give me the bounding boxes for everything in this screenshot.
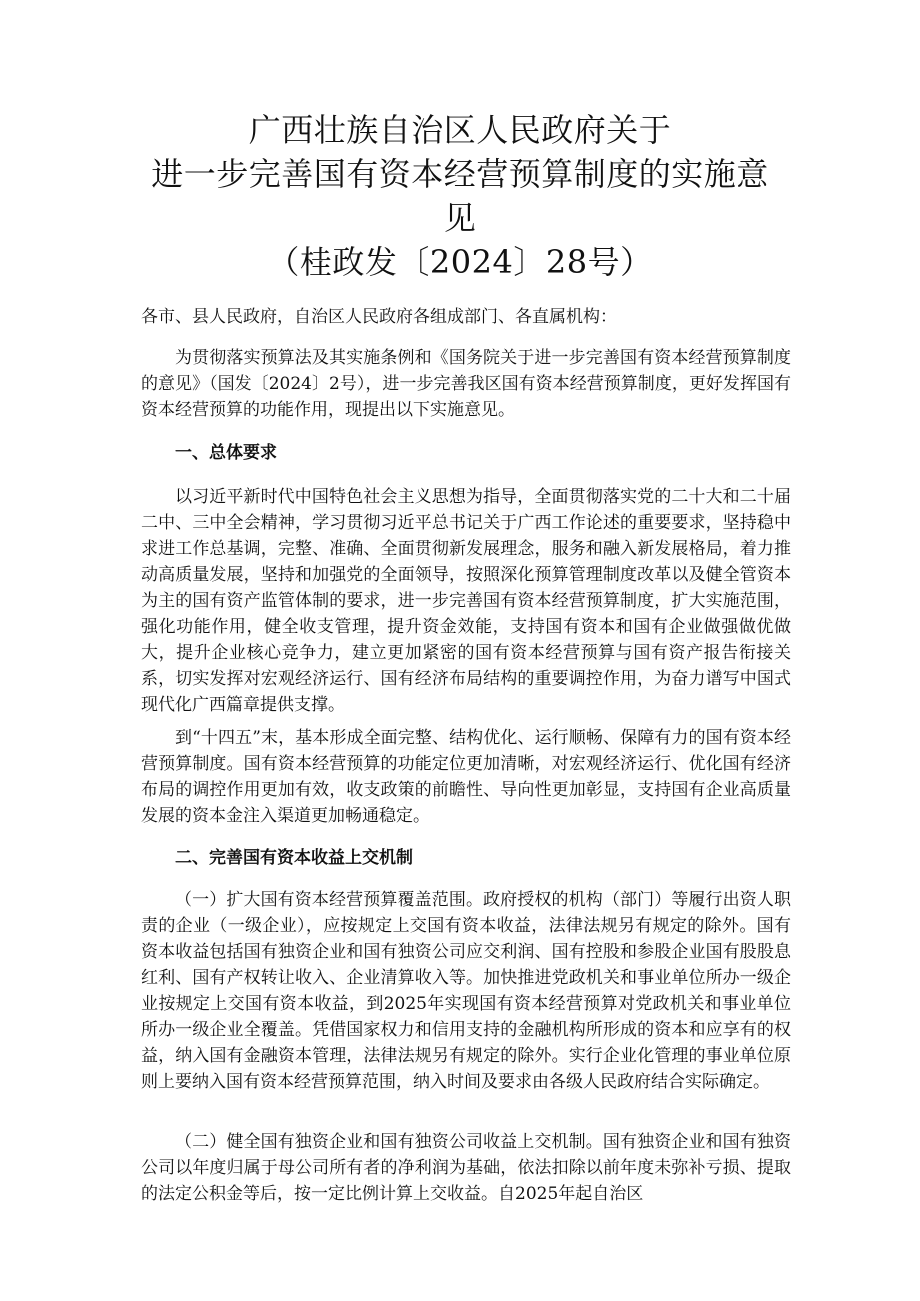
section-2-paragraph-2: （二）健全国有独资企业和国有独资公司收益上交机制。国有独资企业和国有独资公司以年度归属于母公司所有者的净利润为基础，依法扣除以前年度未弥补亏损、提取的法定公积金等后，按一定比例计算上交收益。自2025年起自治区 xyxy=(141,1132,791,1204)
section-1-paragraph-2: 到“十四五”末，基本形成全面完整、结构优化、运行顺畅、保障有力的国有资本经营预算制度。国有资本经营预算的功能定位更加清晰，对宏观经济运行、优化国有经济布局的调控作用更加有效，收支政策的前瞻性、导向性更加彰显，支持国有企业高质量发展的资本金注入渠道更加畅通稳定。 xyxy=(141,728,791,826)
document-title xyxy=(140,108,780,284)
intro-paragraph: 为贯彻落实预算法及其实施条例和《国务院关于进一步完善国有资本经营预算制度的意见》（国发〔2024〕2号），进一步完善我区国有资本经营预算制度，更好发挥国有资本经营预算的功能作用，现提出以下实施意见。 xyxy=(141,348,791,420)
title-line-1: 广西壮族自治区人民政府关于 xyxy=(248,111,672,149)
title-line-3: 见 xyxy=(443,199,477,237)
addressee: 各市、县人民政府，自治区人民政府各组成部门、各直属机构： xyxy=(141,307,617,327)
section-1-heading: 一、总体要求 xyxy=(175,443,277,463)
section-2-heading: 二、完善国有资本收益上交机制 xyxy=(175,848,413,868)
title-line-2: 进一步完善国有资本经营预算制度的实施意 xyxy=(151,155,769,193)
section-1-paragraph-1: 以习近平新时代中国特色社会主义思想为指导，全面贯彻落实党的二十大和二十届二中、三中全会精神，学习贯彻习近平总书记关于广西工作论述的重要要求，坚持稳中求进工作总基调，完整、准确、全面贯彻新发展理念，服务和融入新发展格局，着力推动高质量发展，坚持和加强党的全面领导，按照深化预算管理制度改革以及健全管资本为主的国有资产监管体制的要求，进一步完善国有资本经营预算制度，扩大实施范围，强化功能作用，健全收支管理，提升资金效能，支持国有资本和国有企业做强做优做大，提升企业核心竞争力，建立更加紧密的国有资本经营预算与国有资产报告衔接关系，切实发挥对宏观经济运行、国有经济布局结构的重要调控作用，为奋力谱写中国式现代化广西篇章提供支撑。 xyxy=(141,487,791,715)
section-2-paragraph-1: （一）扩大国有资本经营预算覆盖范围。政府授权的机构（部门）等履行出资人职责的企业（一级企业），应按规定上交国有资本收益，法律法规另有规定的除外。国有资本收益包括国有独资企业和国有独资公司应交利润、国有控股和参股企业国有股股息红利、国有产权转让收入、企业清算收入等。加快推进党政机关和事业单位所办一级企业按规定上交国有资本收益，到2025年实现国有资本经营预算对党政机关和事业单位所办一级企业全覆盖。凭借国家权力和信用支持的金融机构所形成的资本和应享有的权益，纳入国有金融资本管理，法律法规另有规定的除外。实行企业化管理的事业单位原则上要纳入国有资本经营预算范围，纳入时间及要求由各级人民政府结合实际确定。 xyxy=(141,890,791,1092)
document-number: （桂政发〔2024〕28号） xyxy=(267,243,653,281)
